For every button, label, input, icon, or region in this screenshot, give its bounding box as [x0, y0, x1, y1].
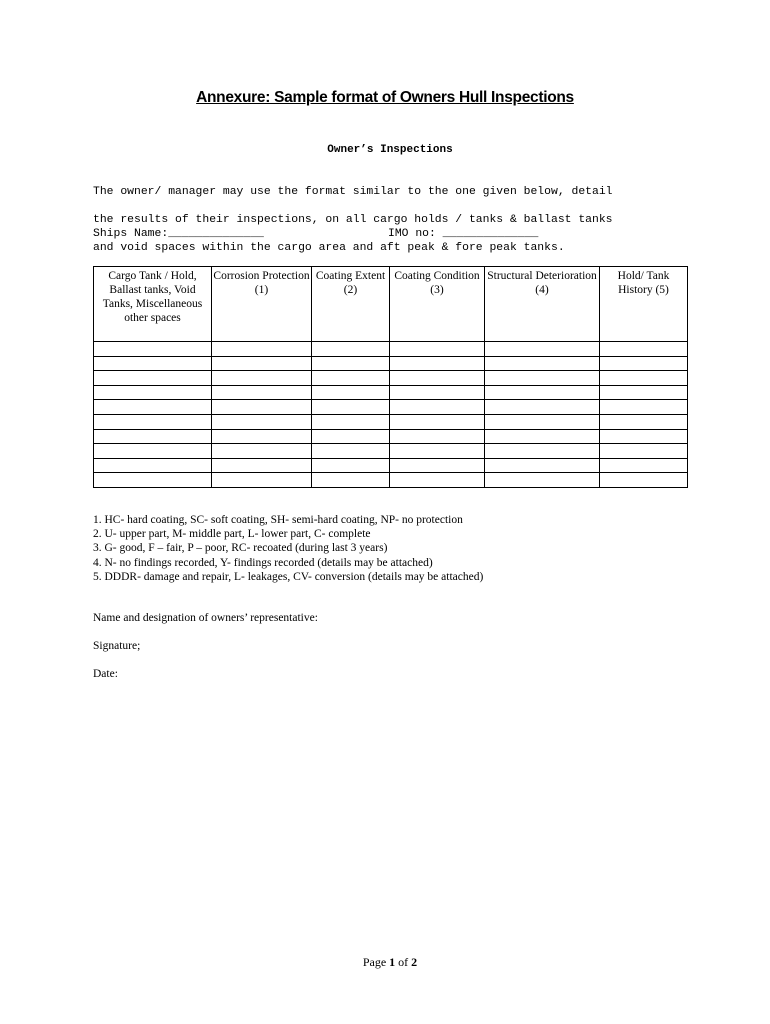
table-cell[interactable]	[94, 371, 212, 386]
table-row	[94, 414, 688, 429]
table-cell[interactable]	[600, 356, 688, 371]
table-cell[interactable]	[94, 400, 212, 415]
table-cell[interactable]	[94, 356, 212, 371]
table-cell[interactable]	[390, 385, 485, 400]
table-cell[interactable]	[94, 458, 212, 473]
table-header-row	[94, 267, 688, 342]
table-cell[interactable]	[212, 473, 312, 488]
table-cell[interactable]	[485, 400, 600, 415]
table-cell[interactable]	[94, 444, 212, 459]
page-total: 2	[411, 955, 418, 969]
table-cell[interactable]	[212, 342, 312, 357]
of-word: of	[398, 955, 409, 969]
table-cell[interactable]	[312, 429, 390, 444]
table-row	[94, 458, 688, 473]
table-cell[interactable]	[94, 414, 212, 429]
table-cell[interactable]	[390, 429, 485, 444]
intro-line: the results of their inspections, on all cargo holds / tanks & ballast tanks	[93, 214, 613, 226]
table-cell[interactable]	[212, 371, 312, 386]
table-cell[interactable]	[485, 371, 600, 386]
table-cell[interactable]	[600, 371, 688, 386]
table-cell[interactable]	[312, 385, 390, 400]
table-cell[interactable]	[390, 371, 485, 386]
table-cell[interactable]	[312, 458, 390, 473]
table-cell[interactable]	[600, 400, 688, 415]
note-item: 5. DDDR- damage and repair, L- leakages, CV- conversion (details may be attached)	[93, 570, 484, 583]
signature-label: Signature;	[93, 640, 141, 652]
table-cell[interactable]	[600, 385, 688, 400]
table-cell[interactable]	[94, 385, 212, 400]
table-cell[interactable]	[485, 444, 600, 459]
table-cell[interactable]	[600, 444, 688, 459]
table-body	[94, 342, 688, 488]
notes-list	[93, 513, 483, 584]
table-row	[94, 400, 688, 415]
table-cell[interactable]	[212, 458, 312, 473]
intro-line: The owner/ manager may use the format similar to the one given below, detail	[93, 186, 613, 198]
table-cell[interactable]	[94, 473, 212, 488]
table-cell[interactable]	[212, 385, 312, 400]
table-cell[interactable]	[312, 400, 390, 415]
table-cell[interactable]	[600, 458, 688, 473]
note-item: 4. N- no findings recorded, Y- findings recorded (details may be attached)	[93, 556, 433, 569]
page-title: Annexure: Sample format of Owners Hull Inspections	[196, 89, 574, 106]
note-item: 1. HC- hard coating, SC- soft coating, SH- semi-hard coating, NP- no protection	[93, 514, 463, 526]
header-corrosion-protection: Corrosion Protection (1)	[212, 267, 312, 342]
imo-number-field[interactable]: IMO no: ______________	[388, 228, 539, 240]
table-row	[94, 429, 688, 444]
table-cell[interactable]	[600, 429, 688, 444]
table-row	[94, 356, 688, 371]
table-cell[interactable]	[212, 444, 312, 459]
table-cell[interactable]	[485, 385, 600, 400]
date-label: Date:	[93, 668, 118, 680]
table-cell[interactable]	[312, 414, 390, 429]
table-cell[interactable]	[390, 414, 485, 429]
table-cell[interactable]	[212, 356, 312, 371]
table-row	[94, 342, 688, 357]
table-cell[interactable]	[485, 414, 600, 429]
header-hold-tank-history: Hold/ Tank History (5)	[600, 267, 688, 342]
table-cell[interactable]	[94, 429, 212, 444]
ships-name-field[interactable]: Ships Name:______________	[93, 228, 264, 240]
table-cell[interactable]	[390, 356, 485, 371]
representative-label: Name and designation of owners’ representative:	[93, 612, 318, 624]
page-word: Page	[362, 955, 387, 969]
table-cell[interactable]	[485, 473, 600, 488]
table-cell[interactable]	[94, 342, 212, 357]
table-cell[interactable]	[312, 356, 390, 371]
table-cell[interactable]	[312, 371, 390, 386]
table-cell[interactable]	[485, 342, 600, 357]
header-cargo-tank: Cargo Tank / Hold, Ballast tanks, Void Tanks, Miscellaneous other spaces	[94, 267, 212, 342]
page-number: 1	[389, 955, 396, 969]
table-cell[interactable]	[600, 473, 688, 488]
table-row	[94, 444, 688, 459]
table-cell[interactable]	[600, 414, 688, 429]
table-cell[interactable]	[485, 429, 600, 444]
table-cell[interactable]	[212, 429, 312, 444]
table-cell[interactable]	[390, 444, 485, 459]
page-footer	[0, 955, 770, 970]
table-cell[interactable]	[485, 356, 600, 371]
note-item: 2. U- upper part, M- middle part, L- lower part, C- complete	[93, 528, 371, 541]
table-cell[interactable]	[485, 458, 600, 473]
intro-paragraph	[93, 171, 693, 269]
inspection-table	[93, 266, 688, 488]
header-structural-deterioration: Structural Deterioration (4)	[485, 267, 600, 342]
table-cell[interactable]	[312, 444, 390, 459]
table-cell[interactable]	[212, 400, 312, 415]
table-cell[interactable]	[390, 400, 485, 415]
header-coating-condition: Coating Condition (3)	[390, 267, 485, 342]
table-cell[interactable]	[600, 342, 688, 357]
intro-line: and void spaces within the cargo area and aft peak & fore peak tanks.	[93, 242, 565, 254]
note-item: 3. G- good, F – fair, P – poor, RC- recoated (during last 3 years)	[93, 542, 388, 555]
table-row	[94, 385, 688, 400]
table-cell[interactable]	[390, 458, 485, 473]
header-coating-extent: Coating Extent (2)	[312, 267, 390, 342]
section-subtitle: Owner’s Inspections	[327, 144, 453, 156]
table-cell[interactable]	[212, 414, 312, 429]
table-row	[94, 473, 688, 488]
table-cell[interactable]	[312, 473, 390, 488]
table-cell[interactable]	[390, 473, 485, 488]
table-cell[interactable]	[312, 342, 390, 357]
table-cell[interactable]	[390, 342, 485, 357]
table-row	[94, 371, 688, 386]
